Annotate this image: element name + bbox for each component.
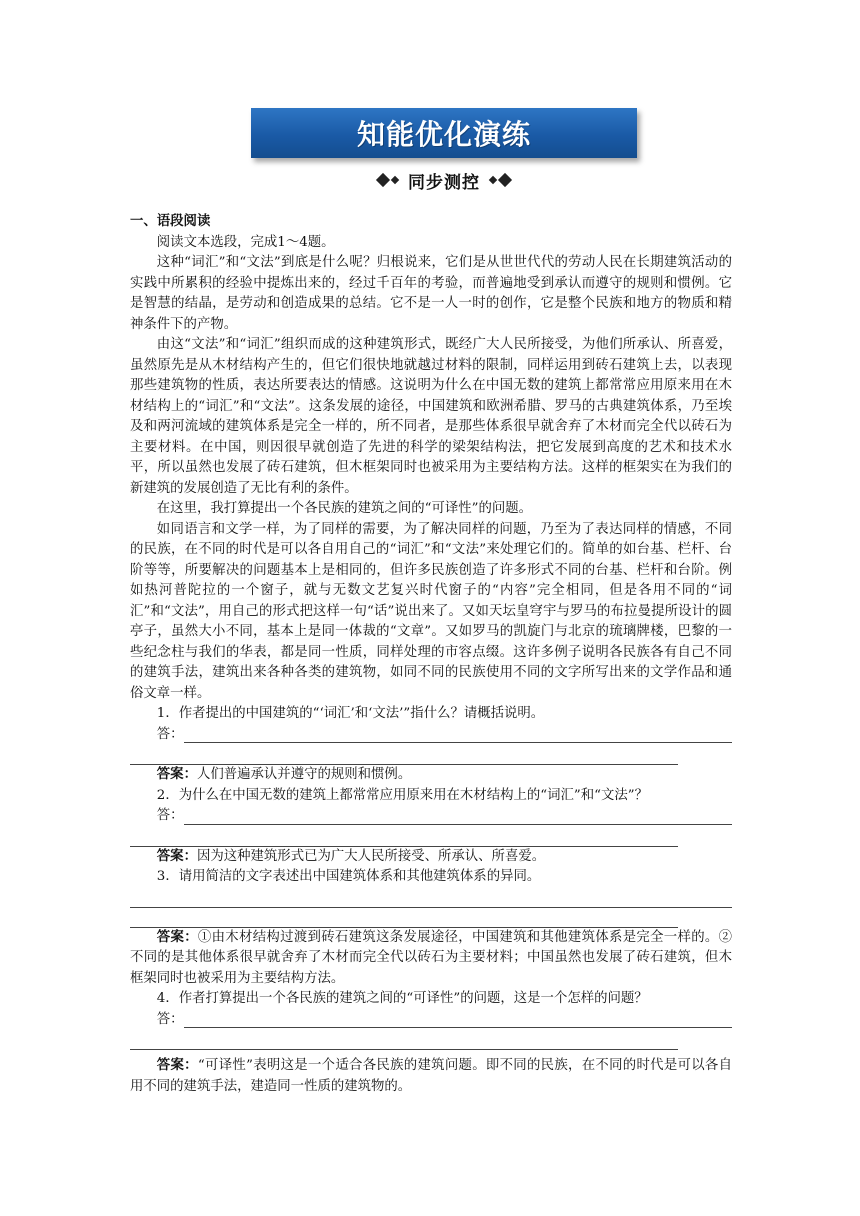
question-4: 4．作者打算提出一个各民族的建筑之间的“可译性”的问题，这是一个怎样的问题？ bbox=[156, 991, 648, 1006]
answer-text: “可译性”表明这是一个适合各民族的建筑问题。即不同的民族，在不同的时代是可以各自用不同的建筑手法，建造同一性质的建筑物的。 bbox=[130, 1058, 732, 1094]
answer-label: 答案： bbox=[156, 929, 198, 945]
passage-paragraph: 由这“文法”和“词汇”组织而成的这种建筑形式，既经广大人民所接受，为他们所承认、所喜爱，虽然原先是从木材结构产生的，但它们很快地就越过材料的限制，同样运用到砖石建筑上去，以表现那些建筑物的性质，表达所要表达的情感。这说明为什么在中国无数的建筑上都常常应用原来用在木材结构上的“词汇”和“文法”。这条发展的途径，中国建筑和欧洲希腊、罗马的古典建筑体系，乃至埃及和两河流域的建筑体系是完全一样的，所不同者，是那些体系很早就舍弃了木材而完全代以砖石为主要材料。在中国，则因很早就创造了先进的科学的梁架结构法，把它发展到高度的艺术和技术水平，所以虽然也发展了砖石建筑，但木框架同时也被采用为主要结构方法。这样的框架实在为我们的新建筑的发展创造了无比有利的条件。 bbox=[130, 337, 732, 496]
answer-text: 因为这种建筑形式已为广大人民所接受、所承认、所喜爱。 bbox=[196, 848, 546, 864]
answer-blank[interactable] bbox=[130, 827, 678, 847]
section-heading: 一、语段阅读 bbox=[130, 214, 211, 229]
answer-label: 答案： bbox=[156, 767, 197, 782]
answer-text: 人们普遍承认并遵守的规则和惯例。 bbox=[196, 767, 412, 782]
diamond-icon bbox=[376, 173, 390, 187]
passage-paragraph: 在这里，我打算提出一个各民族的建筑之间的“可译性”的问题。 bbox=[156, 501, 533, 516]
answer-1 bbox=[130, 765, 732, 786]
answer-line-1[interactable] bbox=[130, 725, 732, 746]
answer-prompt: 答： bbox=[156, 726, 184, 742]
answer-prompt: 答： bbox=[156, 808, 184, 823]
answer-label: 答案： bbox=[156, 848, 197, 864]
answer-blank[interactable] bbox=[130, 888, 732, 908]
answer-prompt: 答： bbox=[156, 1011, 184, 1027]
answer-blank[interactable] bbox=[184, 1010, 732, 1028]
diamond-icon bbox=[391, 176, 399, 184]
answer-blank[interactable] bbox=[184, 725, 732, 743]
diamond-icon bbox=[489, 176, 497, 184]
answer-2 bbox=[130, 847, 732, 868]
title-banner bbox=[251, 108, 637, 158]
answer-4 bbox=[130, 1056, 732, 1097]
question-3: 3．请用简洁的文字表述出中国建筑体系和其他建筑体系的异同。 bbox=[156, 869, 541, 884]
passage-paragraph: 这种“词汇”和“文法”到底是什么呢？归根说来，它们是从世世代代的劳动人民在长期建筑活动的实践中所累积的经验中提炼出来的，经过千百年的考验，而普遍地受到承认而遵守的规则和惯例。它是智慧的结晶，是劳动和创造成果的总结。它不是一人一时的创作，它是整个民族和地方的物质和精神条件下的产物。 bbox=[130, 255, 732, 332]
answer-blank[interactable] bbox=[184, 807, 732, 825]
answer-3 bbox=[130, 928, 732, 990]
diamond-icon bbox=[498, 173, 512, 187]
sub-title-ribbon bbox=[351, 167, 537, 193]
answer-label: 答案： bbox=[156, 1058, 198, 1073]
instruction: 阅读文本选段，完成1～4题。 bbox=[156, 234, 335, 250]
answer-blank[interactable] bbox=[130, 745, 678, 765]
answer-text: ①由木材结构过渡到砖石建筑这条发展途径，中国建筑和其他建筑体系是完全一样的。②不同的是其他体系很早就舍弃了木材而完全代以砖石为主要材料；中国虽然也发展了砖石建筑，但木框架同时也被采用为主要结构方法。 bbox=[130, 929, 732, 986]
question-1: 1．作者提出的中国建筑的“‘词汇’和‘文法’”指什么？请概括说明。 bbox=[156, 706, 545, 721]
answer-line-4[interactable] bbox=[130, 1010, 732, 1031]
answer-blank[interactable] bbox=[130, 1030, 678, 1050]
answer-line-2[interactable] bbox=[130, 806, 732, 827]
banner-title: 知能优化演练 bbox=[356, 118, 531, 151]
document-body bbox=[130, 212, 732, 1097]
passage-paragraph: 如同语言和文学一样，为了同样的需要，为了解决同样的问题，乃至为了表达同样的情感，不同的民族，在不同的时代是可以各自用自己的“词汇”和“文法”来处理它们的。简单的如台基、栏杆、台阶等等，所要解决的问题基本上是相同的，但许多民族创造了许多形式不同的台基、栏杆和台阶。例如热河普陀拉的一个窗子，就与无数文艺复兴时代窗子的“内容”完全相同，但是各用不同的“词汇”和“文法”，用自己的形式把这样一句“话”说出来了。又如天坛皇穹宇与罗马的布拉曼提所设计的圆亭子，虽然大小不同，基本上是同一体裁的“文章”。又如罗马的凯旋门与北京的琉璃牌楼，巴黎的一些纪念柱与我们的华表，都是同一性质，同样处理的市容点缀。这许多例子说明各民族各有自己不同的建筑手法，建筑出来各种各类的建筑物，如同不同的民族使用不同的文字所写出来的文学作品和通俗文章一样。 bbox=[130, 521, 732, 701]
sub-title: 同步测控 bbox=[408, 172, 480, 193]
question-2: 2．为什么在中国无数的建筑上都常常应用原来用在木材结构上的“词汇”和“文法”？ bbox=[156, 787, 648, 803]
answer-blank[interactable] bbox=[130, 908, 678, 928]
